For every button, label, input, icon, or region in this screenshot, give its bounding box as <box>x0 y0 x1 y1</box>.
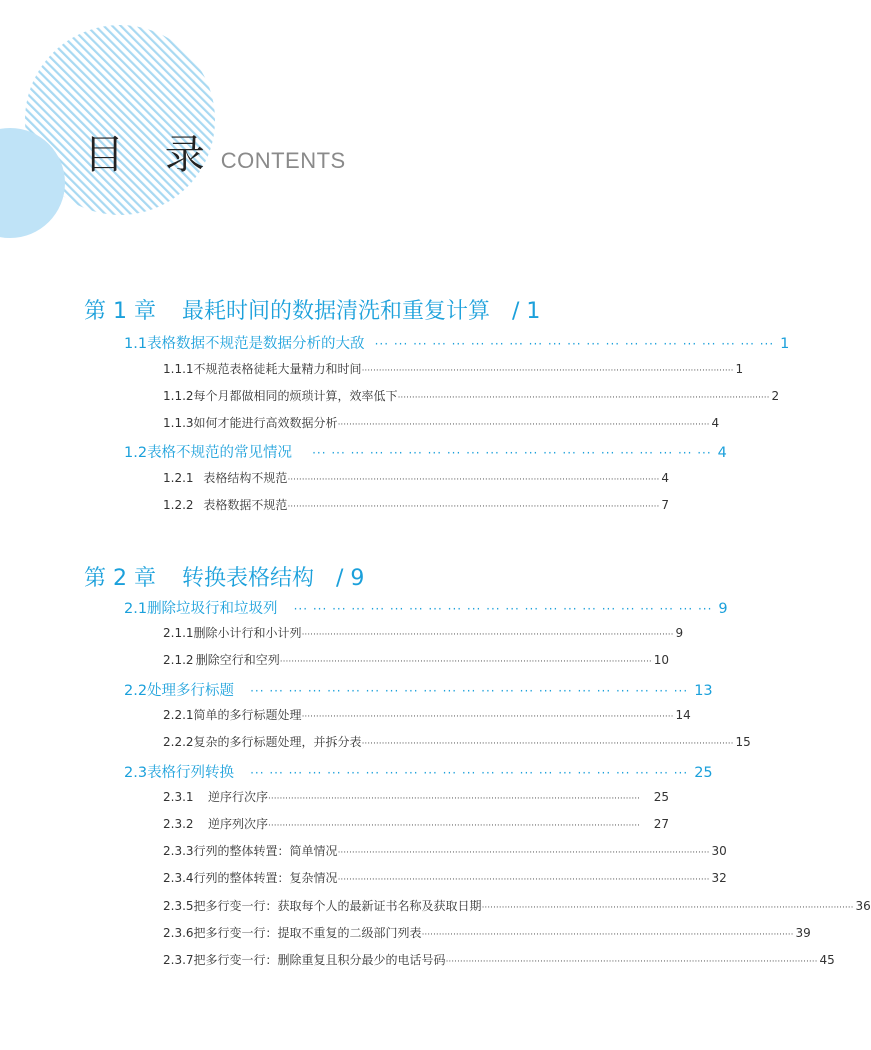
section-title: 处理多行标题 <box>147 683 235 699</box>
subsection-title: 行列的整体转置：复杂情况 <box>193 871 338 885</box>
subsection-number: 1.1.3 <box>163 416 194 430</box>
subsection-page: 10 <box>653 653 669 667</box>
subsection-title: 逆序列次序 <box>208 817 269 831</box>
subsection-page: 45 <box>819 953 835 967</box>
chapter-page: / 9 <box>336 566 365 591</box>
leader-dots: ·································································································································· <box>445 957 818 967</box>
subsection-title: 不规范表格徒耗大量精力和时间 <box>193 362 362 376</box>
toc-section-2-3[interactable] <box>124 761 713 782</box>
toc-subsection-2-3-4[interactable] <box>163 869 727 886</box>
toc-subsection-2-2-2[interactable] <box>163 733 751 750</box>
toc-subsection-2-3-1[interactable] <box>163 788 669 805</box>
subsection-title: 行列的整体转置：简单情况 <box>193 844 338 858</box>
subsection-title: 删除小计行和小计列 <box>193 626 302 640</box>
chapter-page: / 1 <box>512 299 541 324</box>
subsection-number: 1.2.2 <box>163 498 194 512</box>
subsection-number: 1.1.1 <box>163 362 194 376</box>
toc-subsection-2-3-7[interactable] <box>163 951 835 968</box>
subsection-page: 39 <box>795 926 811 940</box>
leader-dots: ··· ··· ··· ··· ··· ··· ··· ··· ··· ··· ··· ··· ··· ··· ··· ··· ··· ··· ··· ··· ··· <box>374 337 775 351</box>
leader-dots: ·································································································································· <box>337 875 710 885</box>
subsection-number: 1.2.1 <box>163 471 194 485</box>
subsection-page: 2 <box>771 389 780 403</box>
section-page: 1 <box>780 336 790 352</box>
section-number: 2.3 <box>124 765 148 781</box>
section-page: 13 <box>694 683 713 699</box>
title-english: CONTENTS <box>220 148 346 173</box>
leader-dots: ·································································································································· <box>301 712 674 722</box>
leader-dots: ·································································································································· <box>361 366 734 376</box>
leader-dots: ·································································································································· <box>287 502 660 512</box>
leader-dots: ··· ··· ··· ··· ··· ··· ··· ··· ··· ··· ··· ··· ··· ··· ··· ··· ··· ··· ··· ··· ··· ··· ··· <box>250 766 689 780</box>
subsection-number: 2.3.3 <box>163 844 194 858</box>
toc-subsection-2-3-6[interactable] <box>163 924 811 941</box>
section-page: 9 <box>718 601 728 617</box>
toc-subsection-2-1-1[interactable] <box>163 624 684 641</box>
subsection-number: 2.3.1 <box>163 790 194 804</box>
subsection-page: 15 <box>735 735 751 749</box>
subsection-title: 把多行变一行：获取每个人的最新证书名称及获取日期 <box>193 899 482 913</box>
subsection-number: 2.3.2 <box>163 817 194 831</box>
leader-dots: ·································································································································· <box>361 739 734 749</box>
subsection-number: 2.1.1 <box>163 626 194 640</box>
leader-dots: ·································································································································· <box>268 821 640 831</box>
subsection-title: 删除空行和空列 <box>195 653 280 667</box>
chapter-title: 转换表格结构 <box>182 566 315 591</box>
toc-subsection-1-2-2[interactable] <box>163 496 669 513</box>
subsection-page: 30 <box>711 844 727 858</box>
subsection-number: 2.3.7 <box>163 953 194 967</box>
chapter-number: 第 2 章 <box>84 566 156 591</box>
leader-dots: ·································································································································· <box>268 794 640 804</box>
subsection-title: 把多行变一行：提取不重复的二级部门列表 <box>193 926 422 940</box>
leader-dots: ·································································································································· <box>279 657 652 667</box>
subsection-number: 2.1.2 <box>163 653 194 667</box>
subsection-page: 4 <box>711 416 720 430</box>
toc-section-1-1[interactable] <box>124 332 790 353</box>
toc-subsection-2-3-3[interactable] <box>163 842 727 859</box>
subsection-page: 1 <box>735 362 744 376</box>
toc-chapter-2[interactable] <box>84 561 574 592</box>
subsection-title: 复杂的多行标题处理，并拆分表 <box>193 735 362 749</box>
toc-chapter-1[interactable] <box>84 294 574 325</box>
subsection-title: 如何才能进行高效数据分析 <box>193 416 338 430</box>
subsection-page: 36 <box>855 899 871 913</box>
toc-subsection-1-1-1[interactable] <box>163 360 744 377</box>
section-page: 25 <box>694 765 713 781</box>
subsection-page: 27 <box>653 817 669 831</box>
leader-dots: ··· ··· ··· ··· ··· ··· ··· ··· ··· ··· ··· ··· ··· ··· ··· ··· ··· ··· ··· ··· ··· ··· ··· <box>250 684 689 698</box>
title-chinese: 目 录 <box>84 132 219 178</box>
page-title <box>84 123 346 180</box>
subsection-number: 2.3.6 <box>163 926 194 940</box>
section-title: 表格数据不规范是数据分析的大敌 <box>147 336 365 352</box>
toc-subsection-1-1-2[interactable] <box>163 387 780 404</box>
toc-subsection-2-2-1[interactable] <box>163 706 691 723</box>
subsection-title: 简单的多行标题处理 <box>193 708 302 722</box>
toc-subsection-2-1-2[interactable] <box>163 651 669 668</box>
section-number: 2.1 <box>124 601 148 617</box>
subsection-page: 14 <box>675 708 691 722</box>
toc-subsection-2-3-5[interactable] <box>163 897 871 914</box>
leader-dots: ·································································································································· <box>397 393 770 403</box>
subsection-number: 2.2.1 <box>163 708 194 722</box>
leader-dots: ·································································································································· <box>421 930 794 940</box>
subsection-title: 表格数据不规范 <box>203 498 288 512</box>
subsection-number: 2.3.4 <box>163 871 194 885</box>
toc-subsection-1-1-3[interactable] <box>163 414 720 431</box>
subsection-page: 4 <box>661 471 669 485</box>
leader-dots: ·································································································································· <box>287 475 660 485</box>
subsection-page: 9 <box>675 626 684 640</box>
subsection-page: 25 <box>653 790 669 804</box>
leader-dots: ·································································································································· <box>301 630 674 640</box>
toc-subsection-1-2-1[interactable] <box>163 469 669 486</box>
leader-dots: ··· ··· ··· ··· ··· ··· ··· ··· ··· ··· ··· ··· ··· ··· ··· ··· ··· ··· ··· ··· ··· ··· <box>293 602 713 616</box>
toc-section-1-2[interactable] <box>124 441 727 462</box>
subsection-number: 2.3.5 <box>163 899 194 913</box>
subsection-title: 每个月都做相同的烦琐计算，效率低下 <box>193 389 398 403</box>
toc-subsection-2-3-2[interactable] <box>163 815 669 832</box>
subsection-page: 7 <box>661 498 669 512</box>
section-title: 删除垃圾行和垃圾列 <box>147 601 278 617</box>
section-title: 表格不规范的常见情况 <box>147 445 293 461</box>
leader-dots: ··· ··· ··· ··· ··· ··· ··· ··· ··· ··· ··· ··· ··· ··· ··· ··· ··· ··· ··· ··· ··· <box>312 446 712 460</box>
section-number: 2.2 <box>124 683 148 699</box>
section-number: 1.1 <box>124 336 148 352</box>
chapter-number: 第 1 章 <box>84 299 156 324</box>
subsection-page: 32 <box>711 871 727 885</box>
subsection-title: 逆序行次序 <box>208 790 269 804</box>
section-page: 4 <box>717 445 727 461</box>
chapter-title: 最耗时间的数据清洗和重复计算 <box>182 299 491 324</box>
section-title: 表格行列转换 <box>147 765 235 781</box>
toc-section-2-2[interactable] <box>124 679 713 700</box>
subsection-title: 表格结构不规范 <box>203 471 288 485</box>
toc-section-2-1[interactable] <box>124 597 728 618</box>
section-number: 1.2 <box>124 445 148 461</box>
subsection-number: 2.2.2 <box>163 735 194 749</box>
leader-dots: ·································································································································· <box>337 848 710 858</box>
leader-dots: ·································································································································· <box>337 420 710 430</box>
leader-dots: ·································································································································· <box>481 903 854 913</box>
subsection-title: 把多行变一行：删除重复且积分最少的电话号码 <box>193 953 446 967</box>
subsection-number: 1.1.2 <box>163 389 194 403</box>
